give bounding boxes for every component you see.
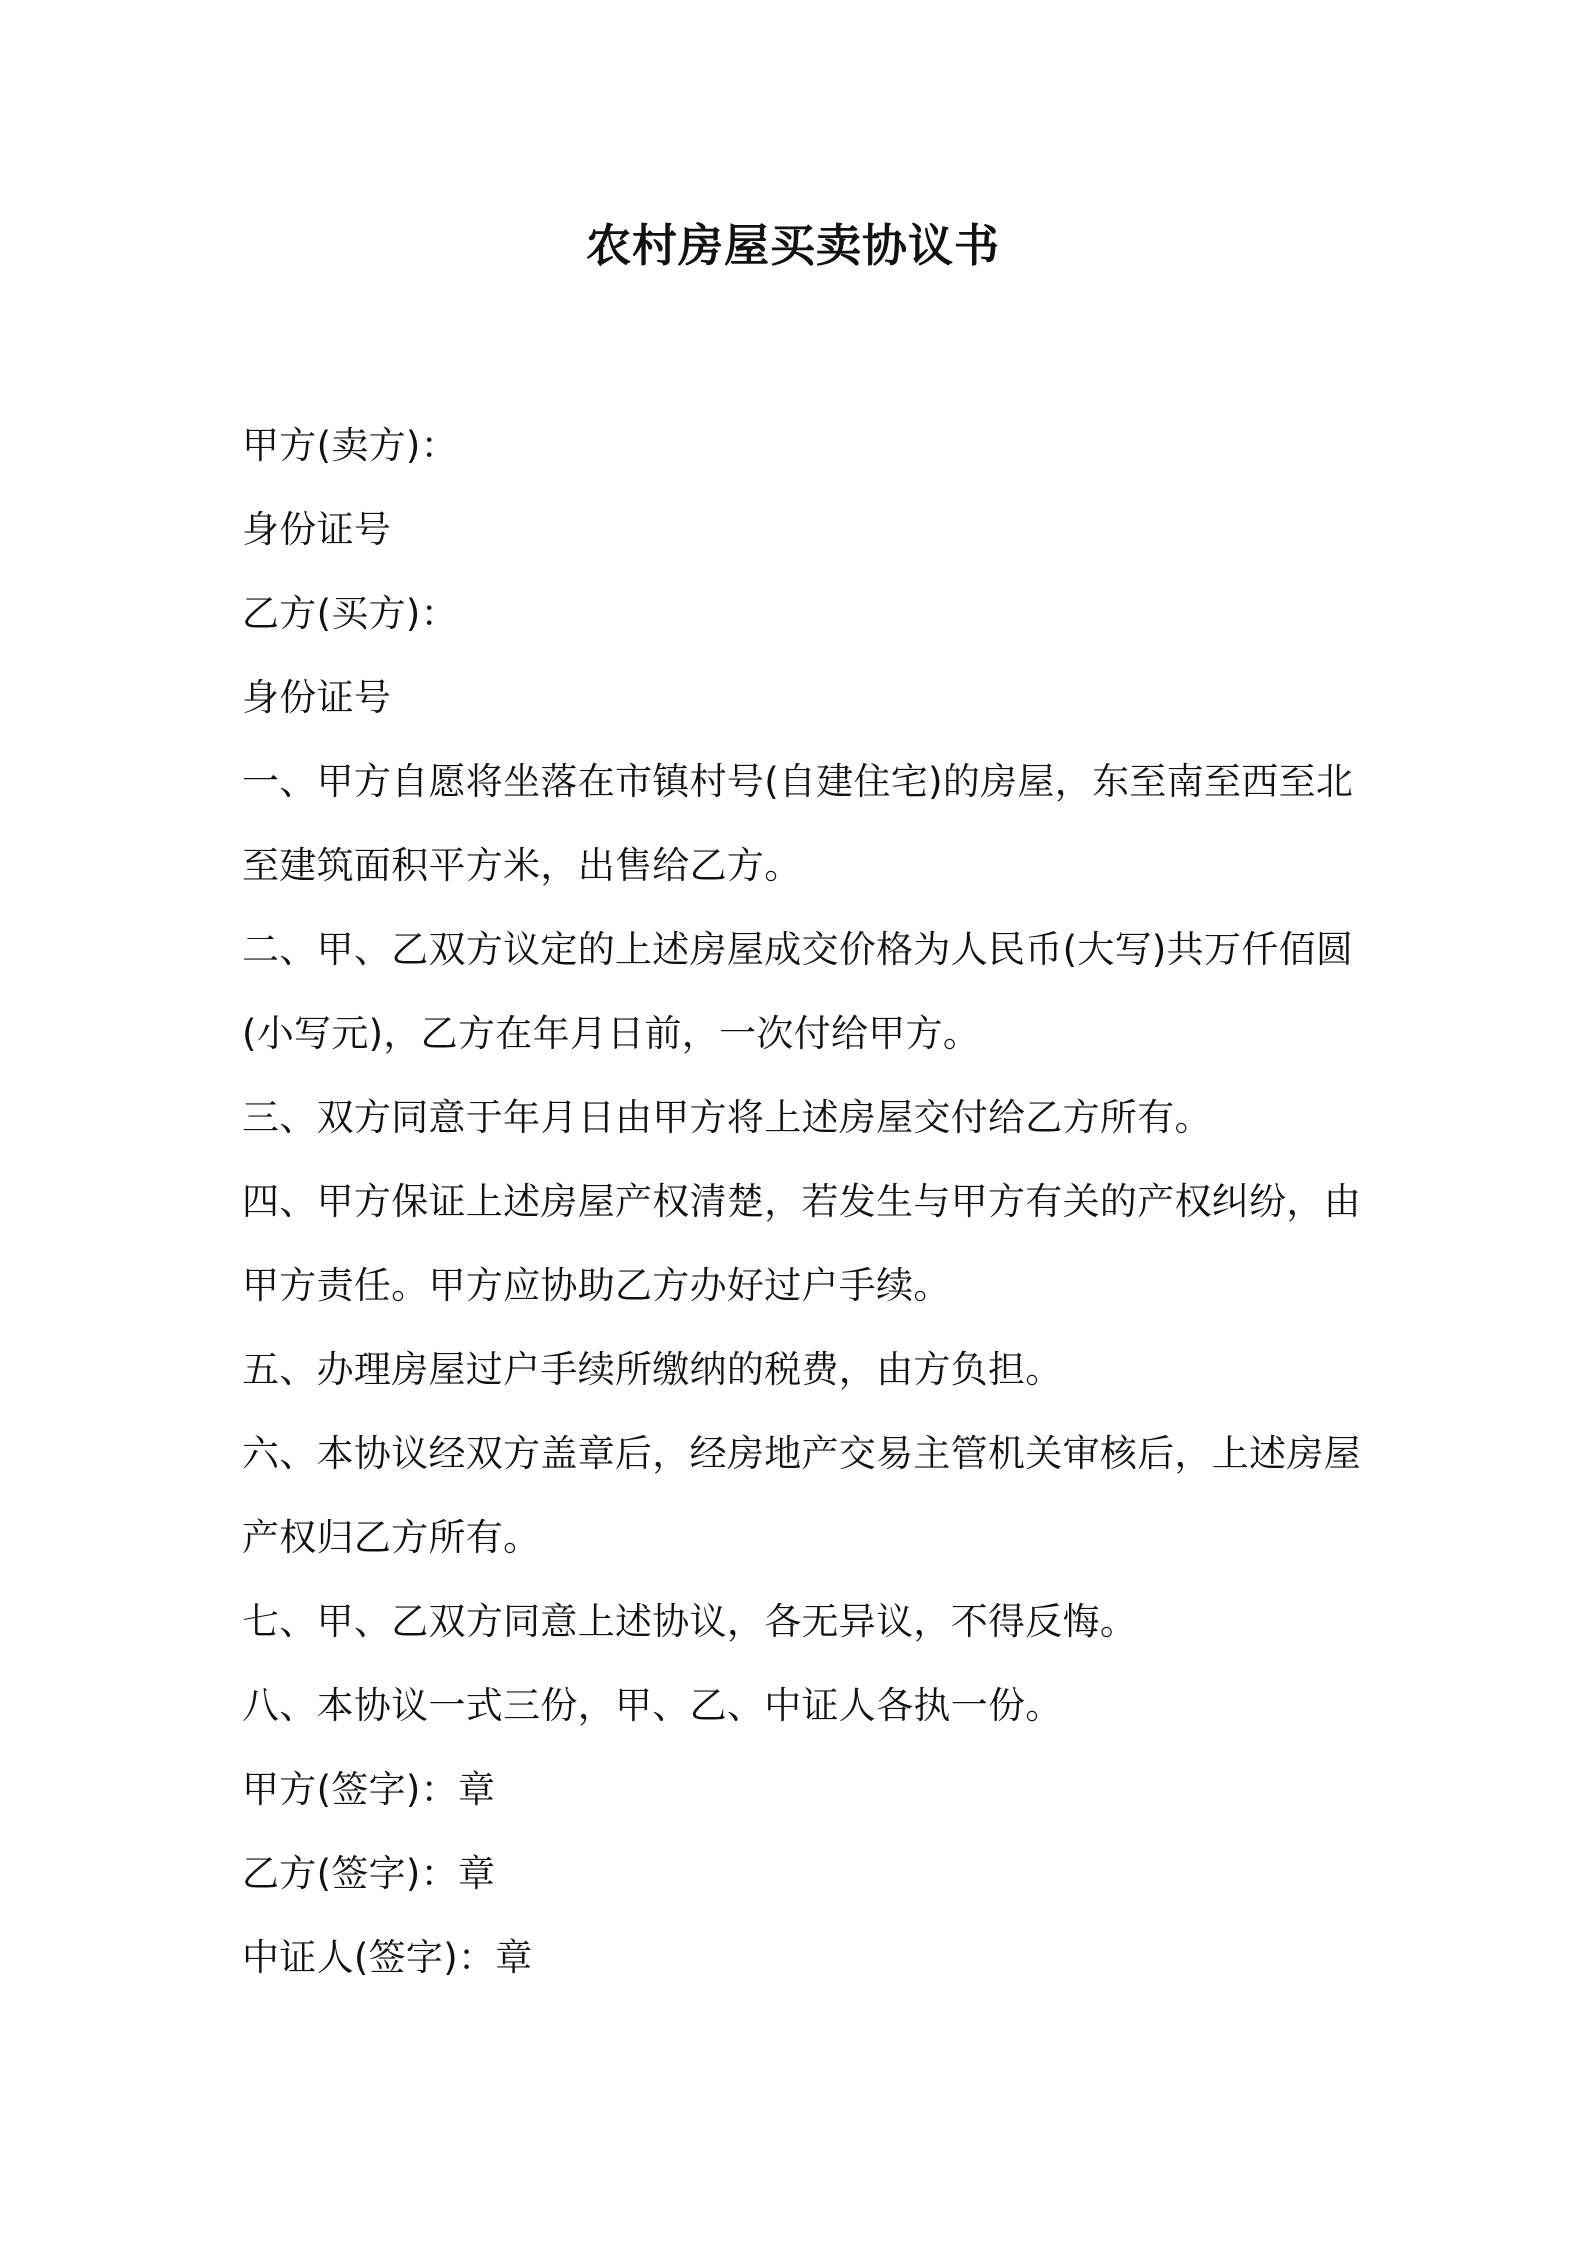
document-title: 农村房屋买卖协议书 xyxy=(585,219,1000,272)
buyer-id-line: 身份证号 xyxy=(242,676,392,719)
seller-id-line: 身份证号 xyxy=(242,508,392,551)
buyer-party-line: 乙方(买方)： xyxy=(242,592,458,635)
clause-6-line-2: 产权归乙方所有。 xyxy=(242,1516,541,1559)
document-body xyxy=(242,404,1362,2000)
clause-5-line: 五、办理房屋过户手续所缴纳的税费，由方负担。 xyxy=(242,1348,1063,1391)
clause-1-line-1: 一、甲方自愿将坐落在市镇村号(自建住宅)的房屋，东至南至西至北 xyxy=(242,760,1354,803)
clause-1-line-2: 至建筑面积平方米，出售给乙方。 xyxy=(242,844,802,887)
seller-party-line: 甲方(卖方)： xyxy=(242,424,458,467)
buyer-signature-line: 乙方(签字)：章 xyxy=(242,1852,496,1895)
clause-2-line-2: (小写元)，乙方在年月日前，一次付给甲方。 xyxy=(242,1012,981,1055)
clause-7-line: 七、甲、乙双方同意上述协议，各无异议，不得反悔。 xyxy=(242,1600,1138,1643)
clause-6-line-1: 六、本协议经双方盖章后，经房地产交易主管机关审核后，上述房屋 xyxy=(242,1432,1361,1475)
clause-3-line: 三、双方同意于年月日由甲方将上述房屋交付给乙方所有。 xyxy=(242,1096,1212,1139)
seller-signature-line: 甲方(签字)：章 xyxy=(242,1768,496,1811)
witness-signature-line: 中证人(签字)：章 xyxy=(242,1936,533,1979)
clause-8-line: 八、本协议一式三份，甲、乙、中证人各执一份。 xyxy=(242,1684,1063,1727)
clause-4-line-1: 四、甲方保证上述房屋产权清楚，若发生与甲方有关的产权纠纷，由 xyxy=(242,1180,1361,1223)
clause-2-line-1: 二、甲、乙双方议定的上述房屋成交价格为人民币(大写)共万仟佰圆 xyxy=(242,928,1354,971)
clause-4-line-2: 甲方责任。甲方应协助乙方办好过户手续。 xyxy=(242,1264,951,1307)
